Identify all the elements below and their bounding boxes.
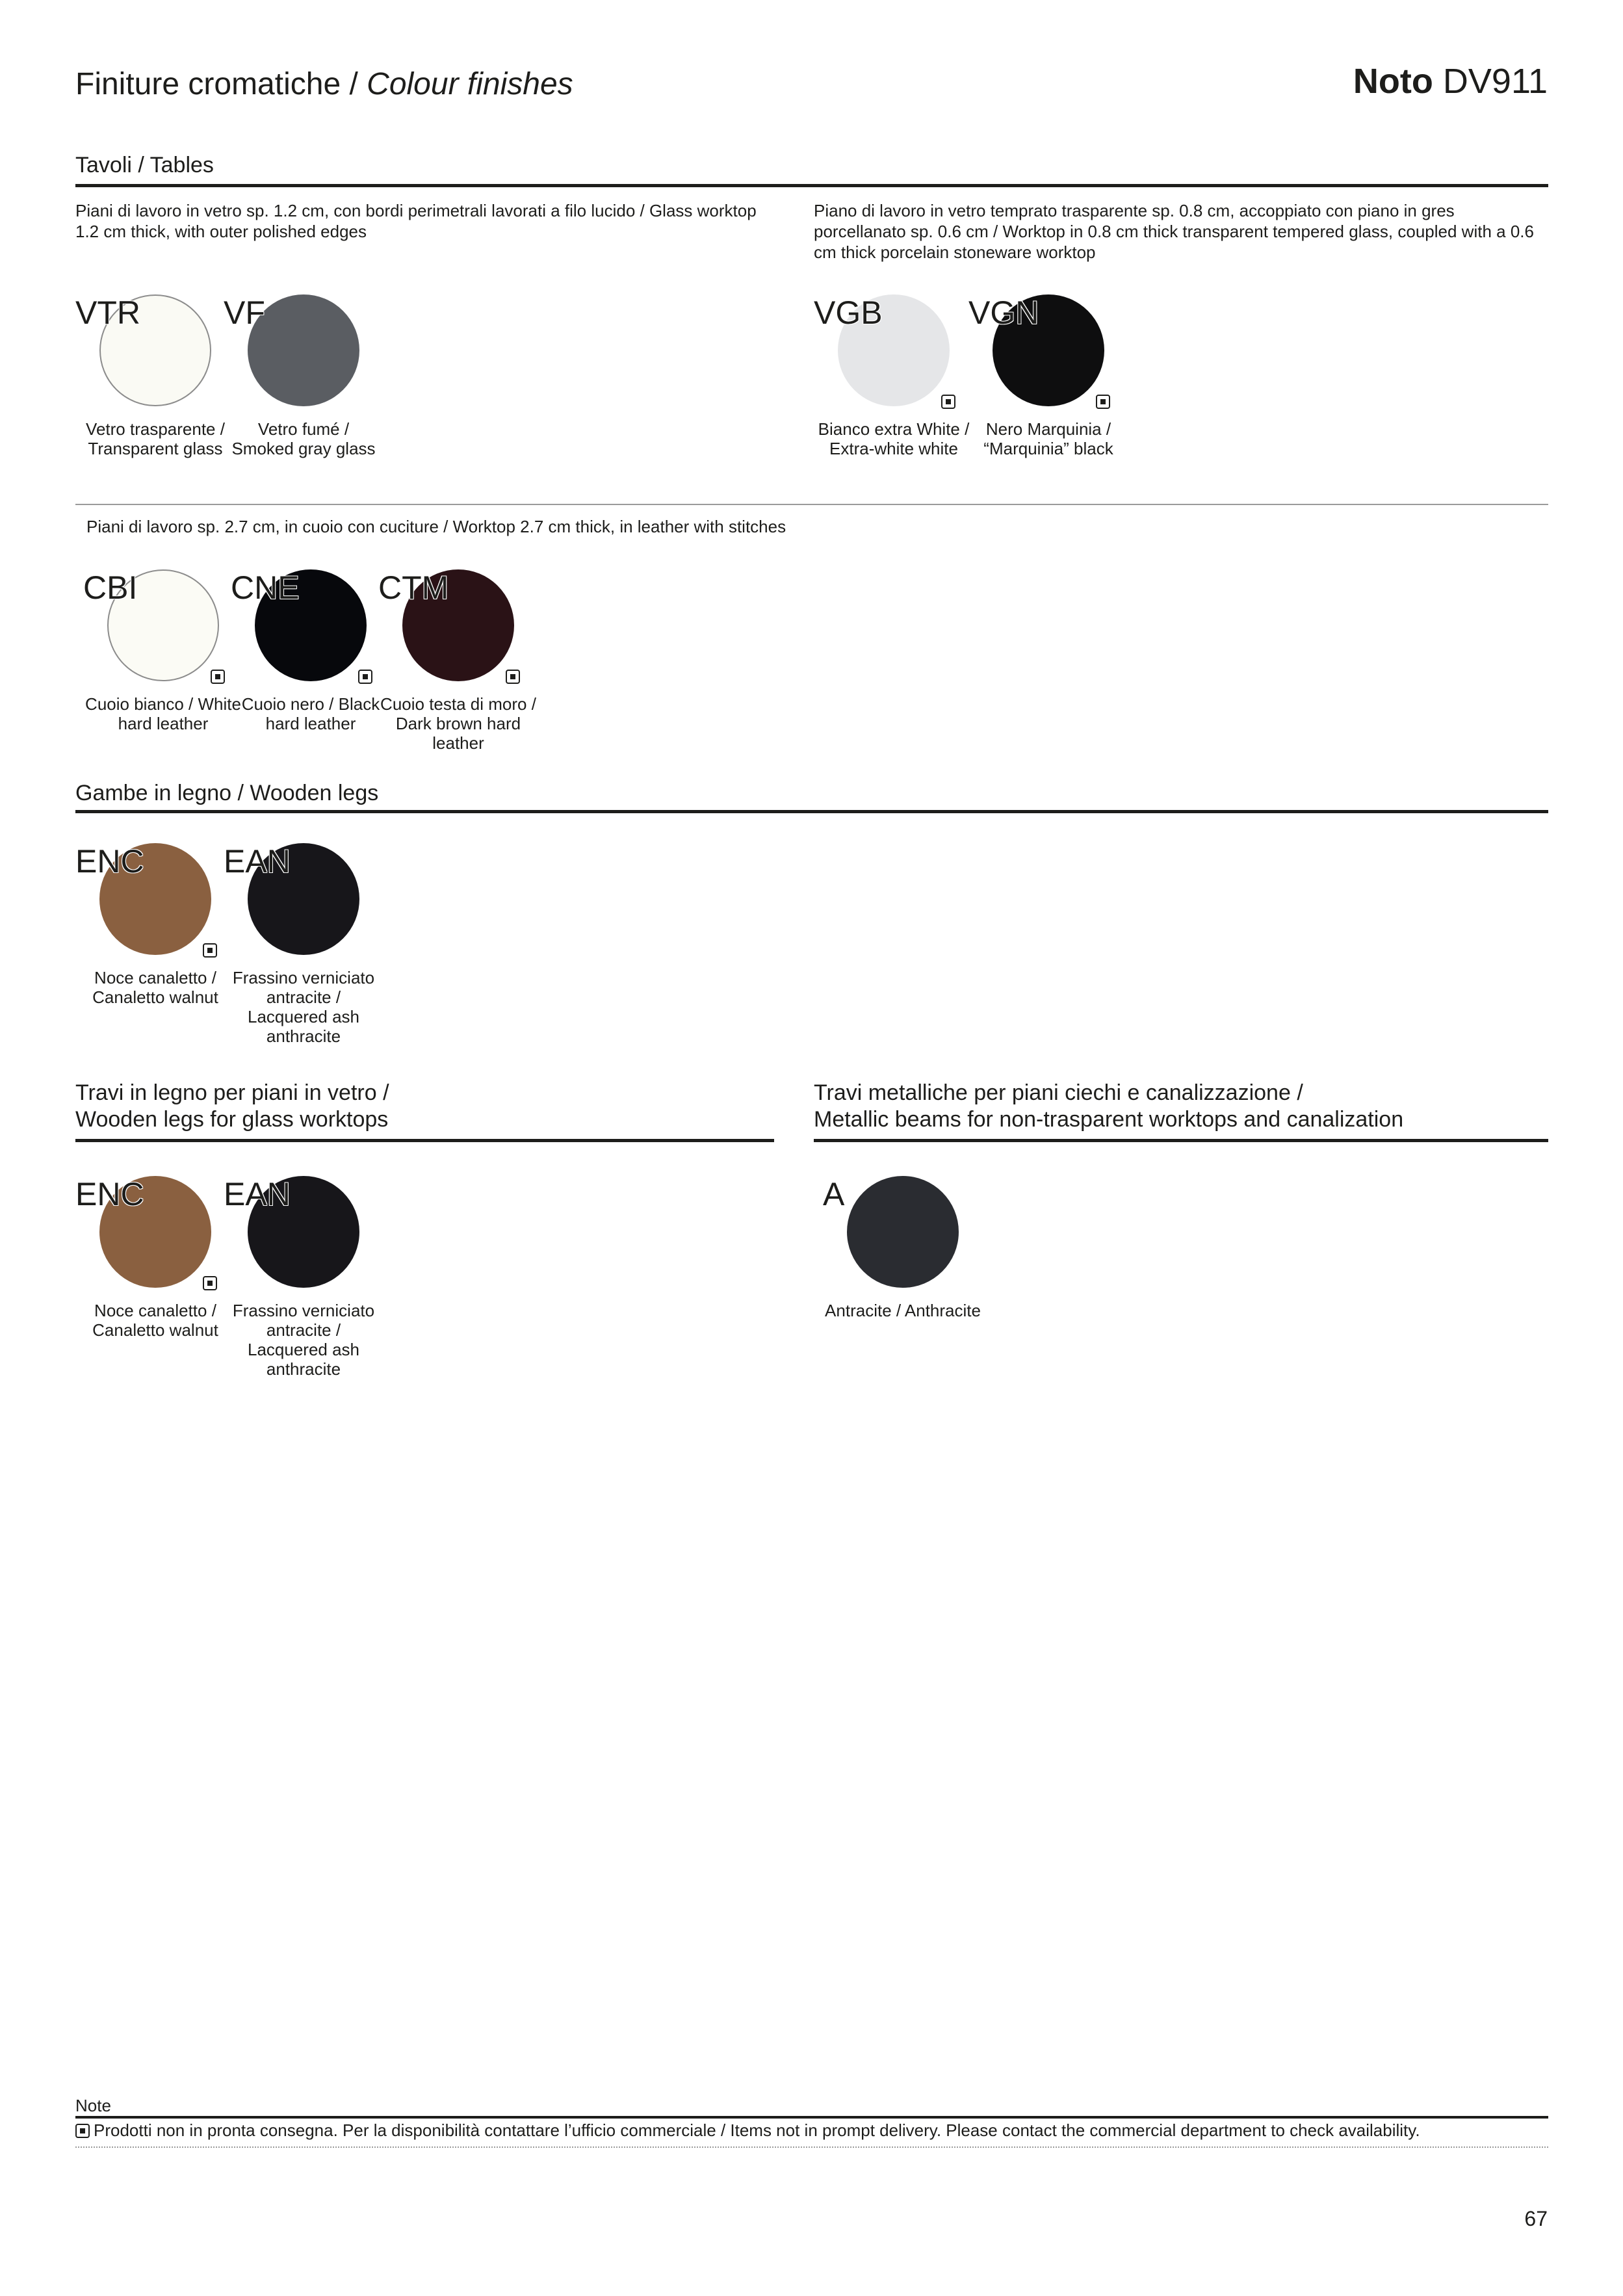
wooden-legs-code-enc: ENC	[75, 843, 144, 880]
wood-beams-badge-icon-enc	[203, 1276, 217, 1290]
leather-badge-icon-cbi	[211, 670, 225, 684]
ceramic-code-vgb: VGB	[814, 294, 883, 331]
wooden-legs-section-rule	[75, 810, 1548, 813]
note-rule	[75, 2116, 1548, 2119]
glass-code-vf: VF	[224, 294, 265, 331]
note-dotted-divider	[75, 2146, 1548, 2148]
tables-section-title: Tavoli / Tables	[75, 153, 214, 177]
note-label: Note	[75, 2096, 111, 2115]
metal-beams-section-rule	[814, 1139, 1548, 1142]
leather-code-cbi: CBI	[83, 569, 138, 606]
product-model: DV911	[1442, 62, 1548, 101]
metal-beams-label-a: Antracite / Anthracite	[825, 1301, 981, 1320]
wooden-legs-badge-icon-enc	[203, 943, 217, 958]
not-in-stock-badge-icon	[75, 2124, 90, 2138]
page-title-italian: Finiture cromatiche /	[75, 67, 358, 101]
leather-divider	[75, 504, 1548, 505]
metal-beams-title-line2: Metallic beams for non-trasparent worktops and canalization	[814, 1107, 1404, 1132]
wooden-legs-section-title: Gambe in legno / Wooden legs	[75, 781, 379, 805]
glass-code-vtr: VTR	[75, 294, 140, 331]
page-title-english: Colour finishes	[367, 67, 573, 101]
wooden-legs-label-enc: Noce canaletto / Canaletto walnut	[92, 968, 218, 1007]
leather-code-cne: CNE	[231, 569, 300, 606]
wood-beams-title-line1: Travi in legno per piani in vetro /	[75, 1080, 389, 1105]
glass-worktop-description: Piani di lavoro in vetro sp. 1.2 cm, con bordi perimetrali lavorati a filo lucido / Glass worktop 1.2 cm thick, with outer polished edges	[75, 201, 757, 241]
metal-beams-title-line1: Travi metalliche per piani ciechi e canalizzazione /	[814, 1080, 1303, 1105]
leather-worktop-description: Piani di lavoro sp. 2.7 cm, in cuoio con cuciture / Worktop 2.7 cm thick, in leather with stitches	[86, 517, 786, 536]
ceramic-label-vgb: Bianco extra White / Extra-white white	[818, 419, 970, 458]
wood-beams-section-rule	[75, 1139, 774, 1142]
metal-beams-code-a: A	[823, 1176, 845, 1212]
glass-label-vf: Vetro fumé / Smoked gray glass	[231, 419, 376, 458]
metal-beams-swatch-a	[847, 1176, 959, 1288]
leather-label-cbi: Cuoio bianco / White hard leather	[85, 694, 241, 733]
wood-beams-label-ean: Frassino verniciato antracite / Lacquered ash anthracite	[232, 1301, 375, 1379]
ceramic-badge-icon-vgb	[941, 395, 955, 409]
metal-beams-section-title	[814, 1080, 1403, 1133]
ceramic-code-vgn: VGN	[968, 294, 1039, 331]
tables-section-rule	[75, 184, 1548, 187]
glass-label-vtr: Vetro trasparente / Transparent glass	[86, 419, 225, 458]
ceramic-label-vgn: Nero Marquinia / “Marquinia” black	[983, 419, 1113, 458]
wood-beams-code-ean: EAN	[224, 1176, 291, 1212]
wood-beams-section-title	[75, 1080, 389, 1133]
wood-beams-title-line2: Wooden legs for glass worktops	[75, 1107, 389, 1132]
availability-note-text: Prodotti non in pronta consegna. Per la disponibilità contattare l’ufficio commerciale / Items not in prompt delivery. Please contact the commercial department to check availability.	[94, 2120, 1420, 2140]
page-number: 67	[1524, 2207, 1548, 2230]
wooden-legs-label-ean: Frassino verniciato antracite / Lacquered ash anthracite	[232, 968, 375, 1046]
availability-note	[75, 2120, 1420, 2141]
wooden-legs-code-ean: EAN	[224, 843, 291, 880]
leather-code-ctm: CTM	[378, 569, 449, 606]
ceramic-badge-icon-vgn	[1096, 395, 1110, 409]
leather-badge-icon-ctm	[506, 670, 520, 684]
leather-label-cne: Cuoio nero / Black hard leather	[241, 694, 380, 733]
ceramic-worktop-description: Piano di lavoro in vetro temprato trasparente sp. 0.8 cm, accoppiato con piano in gres porcellanato sp. 0.6 cm / Worktop in 0.8 cm thick transparent tempered glass, coupled with a 0.6 cm thick porcelain stoneware worktop	[814, 201, 1534, 262]
leather-badge-icon-cne	[358, 670, 372, 684]
wood-beams-code-enc: ENC	[75, 1176, 144, 1212]
product-name	[1353, 61, 1548, 101]
page-title	[75, 66, 573, 102]
wood-beams-label-enc: Noce canaletto / Canaletto walnut	[92, 1301, 218, 1340]
product-brand: Noto	[1353, 62, 1433, 101]
leather-label-ctm: Cuoio testa di moro / Dark brown hard leather	[380, 694, 536, 753]
